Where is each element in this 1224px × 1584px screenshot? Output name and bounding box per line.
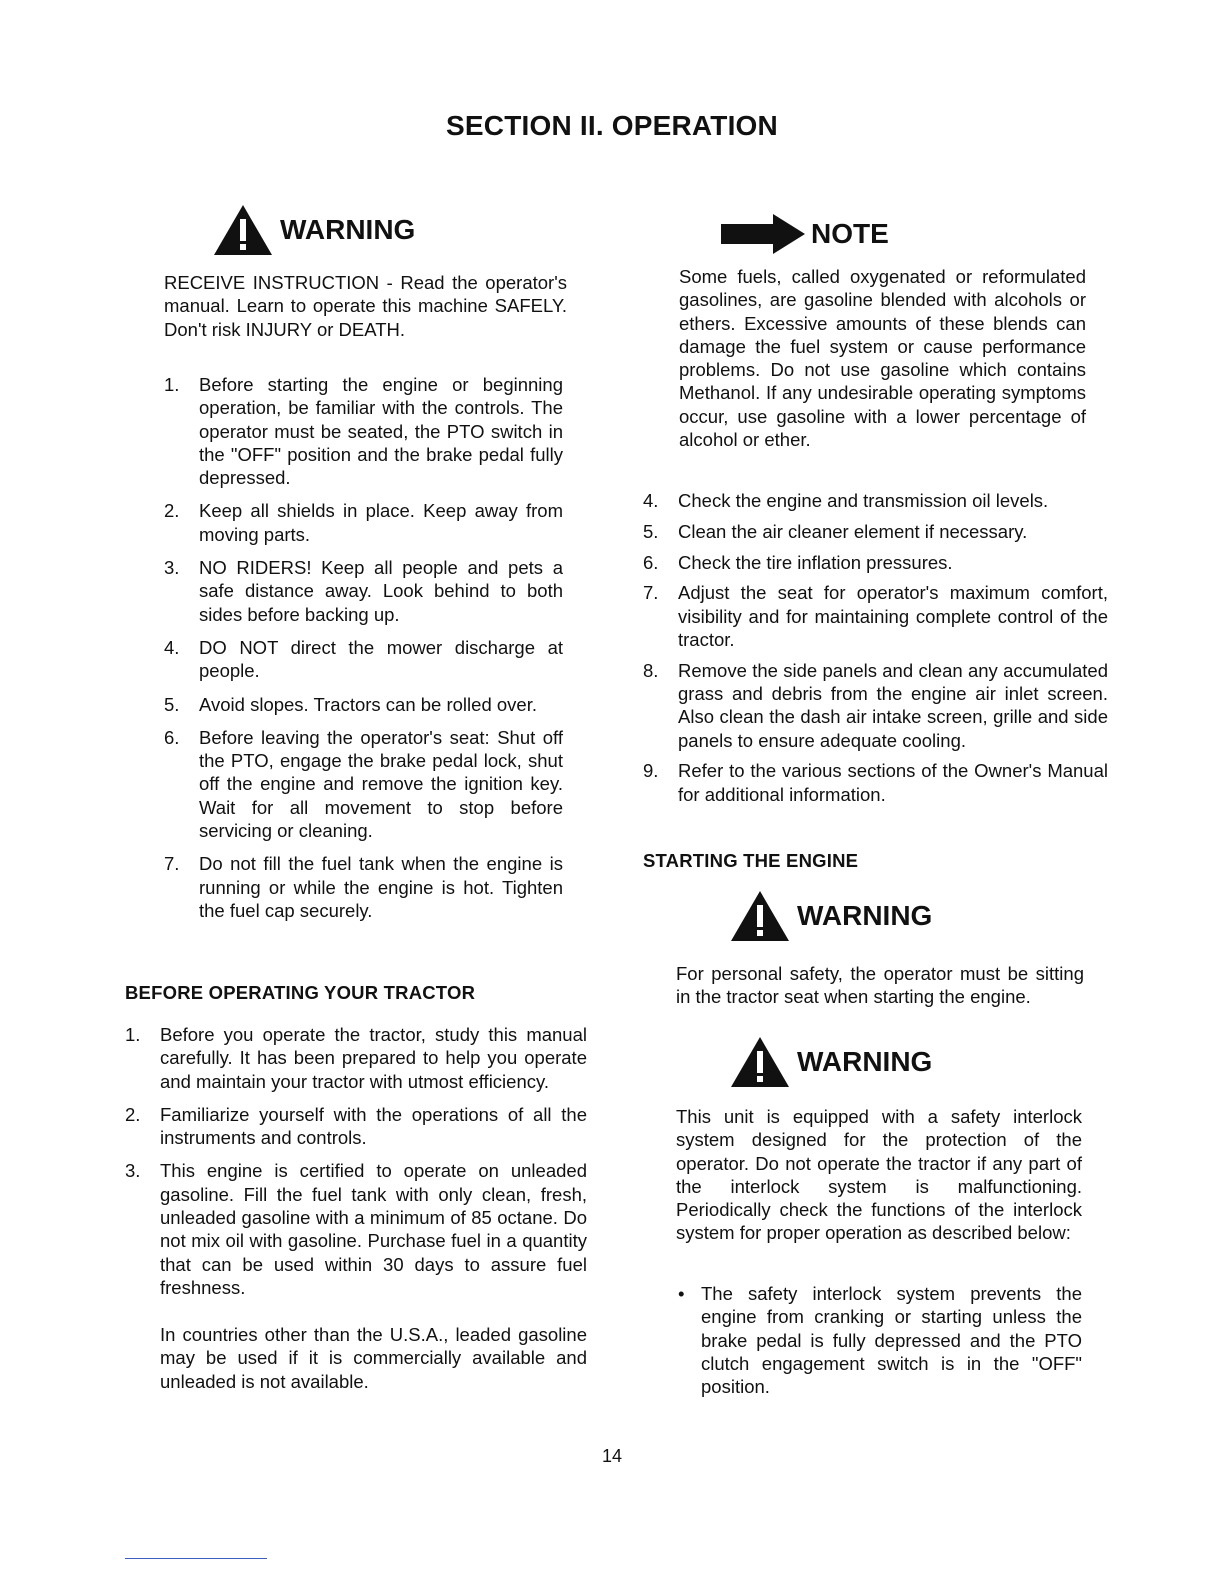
item-text: Clean the air cleaner element if necessary.: [678, 520, 1028, 542]
warning-label: WARNING: [797, 900, 933, 931]
list-item: [164, 499, 563, 546]
list-item: [643, 551, 1108, 574]
warning-text-seated: For personal safety, the operator must be sitting in the tractor seat when starting the engine.: [676, 963, 1084, 1008]
warning-triangle-icon: [729, 889, 791, 943]
list-item: [643, 489, 1108, 512]
bullet: •: [678, 1283, 685, 1304]
item-text: Familiarize yourself with the operations of all the instruments and controls.: [160, 1103, 587, 1149]
item-number: 6.: [164, 726, 180, 748]
warning-text: RECEIVE INSTRUCTION - Read the operator's manual. Learn to operate this machine SAFELY. Don't risk INJURY or DEATH.: [164, 272, 567, 340]
warning-badge-2: [729, 889, 932, 943]
item-text: This engine is certified to operate on unleaded gasoline. Fill the fuel tank with only clean, fresh, unleaded gasoline with a minimum of 85 octane. Do not mix oil with gasoline. Purchase fuel in a quantity that can be used within 30 days to assure fuel freshness.: [160, 1160, 587, 1298]
note-label: NOTE: [811, 218, 889, 249]
list-item: [125, 1159, 587, 1299]
list-item: [125, 1023, 587, 1093]
warning-label: WARNING: [797, 1046, 933, 1077]
item-text: Adjust the seat for operator's maximum comfort, visibility and for maintaining complete control of the tractor.: [678, 582, 1108, 650]
item-text: Before starting the engine or beginning operation, be familiar with the controls. The operator must be seated, the PTO switch in the "OFF" position and the brake pedal fully depressed.: [199, 374, 563, 489]
item-number: 5.: [643, 520, 659, 542]
item-number: 3.: [164, 557, 180, 579]
item-number: 2.: [125, 1103, 141, 1125]
item-text: NO RIDERS! Keep all people and pets a safe distance away. Look behind to both sides before backing up.: [199, 557, 563, 625]
note-text: Some fuels, called oxygenated or reformulated gasolines, are gasoline blended with alcohols or ethers. Excessive amounts of these blends can damage the fuel system or cause performance problems. Do not use gasoline which contains Methanol. If any undesirable operating symptoms occur, use gasoline with a lower percentage of alcohol or ether.: [679, 266, 1086, 451]
item-number: 6.: [643, 551, 659, 573]
item-text: Remove the side panels and clean any accumulated grass and debris from the engine air inlet screen. Also clean the dash air intake screen, grille and side panels to ensure adequate cooling.: [678, 659, 1108, 751]
item-text: Do not fill the fuel tank when the engine is running or while the engine is hot. Tighten the fuel cap securely.: [199, 853, 563, 921]
item-text: Check the tire inflation pressures.: [678, 551, 953, 573]
item-number: 8.: [643, 659, 659, 681]
note-badge: [721, 214, 889, 254]
item-text: Check the engine and transmission oil levels.: [678, 490, 1049, 511]
item-text: Before leaving the operator's seat: Shut off the PTO, engage the brake pedal lock, shut off the engine and remove the ignition key. Wait for all movement to stop before servicing or cleaning.: [199, 726, 563, 842]
item-number: 1.: [164, 374, 180, 395]
warning-label: WARNING: [280, 214, 416, 245]
item-text: The safety interlock system prevents the engine from cranking or starting unless the brake pedal is fully depressed and the PTO clutch engagement switch is in the "OFF" position.: [701, 1283, 1082, 1398]
list-item: [164, 726, 563, 842]
item-number: 3.: [125, 1160, 141, 1182]
item-number: 9.: [643, 760, 659, 782]
item-number: 7.: [164, 853, 180, 875]
warning-badge-3: [729, 1035, 932, 1089]
list-item: [643, 659, 1108, 752]
interlock-bullets: [676, 1282, 1082, 1398]
list-item: [164, 556, 563, 626]
page-title: SECTION II. OPERATION: [446, 110, 778, 141]
countries-note: In countries other than the U.S.A., leaded gasoline may be used if it is commercially available and unleaded is not available.: [160, 1324, 587, 1392]
item-text: Avoid slopes. Tractors can be rolled over.: [199, 693, 537, 715]
before-operating-list-continued: [643, 489, 1108, 814]
item-number: 4.: [164, 636, 180, 658]
warning-triangle-icon: [729, 1035, 791, 1089]
item-text: Refer to the various sections of the Owner's Manual for additional information.: [678, 760, 1108, 805]
before-operating-heading: BEFORE OPERATING YOUR TRACTOR: [125, 982, 476, 1003]
item-number: 4.: [643, 490, 659, 511]
list-item: [164, 636, 563, 683]
list-item: [164, 693, 563, 716]
item-number: 2.: [164, 500, 180, 522]
list-item: [164, 852, 563, 922]
page-number: 14: [601, 1446, 623, 1466]
starting-engine-heading: STARTING THE ENGINE: [643, 850, 859, 871]
list-item: [125, 1103, 587, 1150]
item-text: Before you operate the tractor, study this manual carefully. It has been prepared to help you operate and maintain your tractor with utmost efficiency.: [160, 1024, 587, 1092]
item-number: 5.: [164, 693, 180, 715]
list-item: [643, 759, 1108, 806]
footer-rule: [125, 1558, 267, 1559]
list-item: [164, 373, 563, 489]
warning-badge: [212, 203, 415, 257]
item-text: DO NOT direct the mower discharge at people.: [199, 636, 563, 682]
list-item: [643, 520, 1108, 543]
item-number: 1.: [125, 1024, 141, 1045]
warning-text-interlock: This unit is equipped with a safety interlock system designed for the protection of the operator. Do not operate the tractor if any part of the interlock system is malfunctioning. Periodically check the functions of the interlock system for proper operation as described below:: [676, 1106, 1082, 1244]
safety-list: [164, 373, 563, 932]
list-item: [676, 1282, 1082, 1398]
list-item: [643, 581, 1108, 651]
warning-triangle-icon: [212, 203, 274, 257]
arrow-right-icon: [721, 214, 805, 254]
item-text: Keep all shields in place. Keep away from moving parts.: [199, 500, 563, 545]
item-number: 7.: [643, 582, 659, 604]
before-operating-list: [125, 1023, 587, 1309]
